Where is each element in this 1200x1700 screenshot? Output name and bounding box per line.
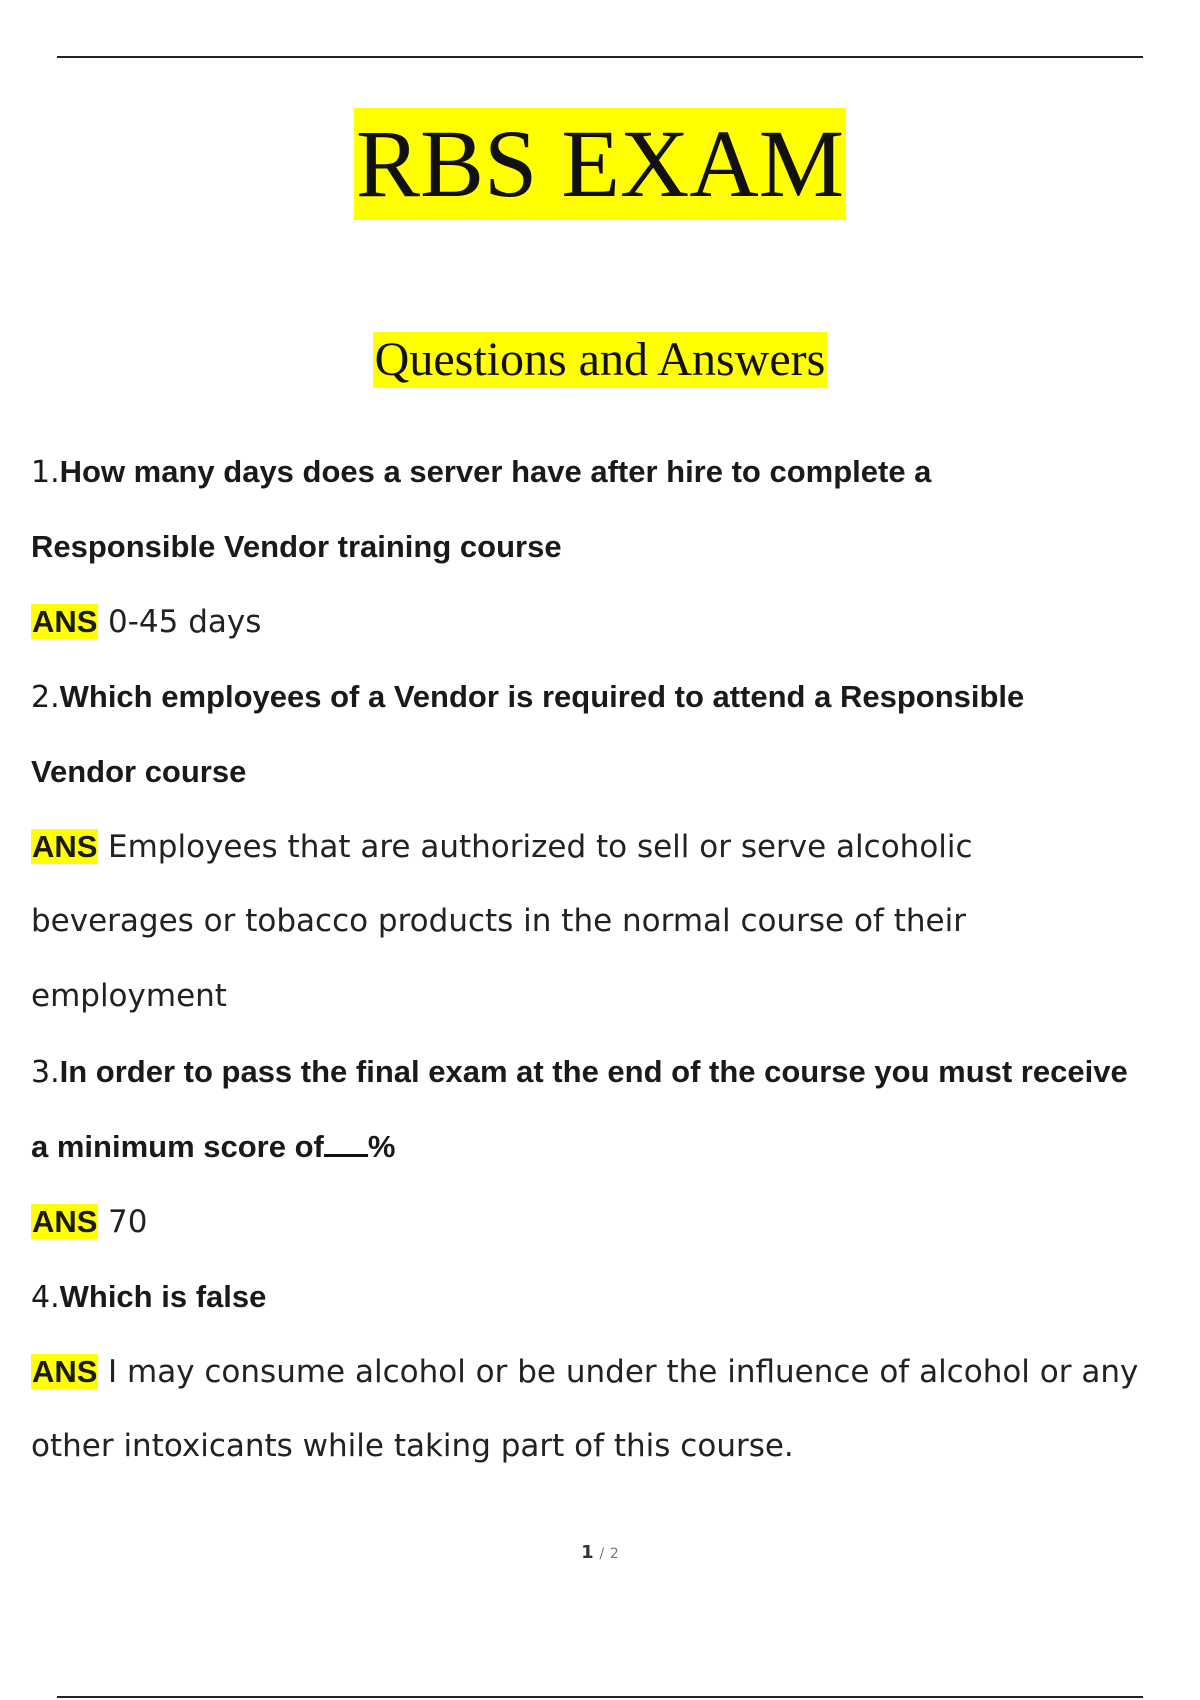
- answer-line: [31, 884, 1181, 959]
- answer-label: ANS: [32, 1204, 98, 1239]
- answer-label: ANS: [32, 1354, 98, 1389]
- answer-text: 0-45 days: [108, 604, 262, 640]
- answer-line: [31, 959, 1181, 1034]
- question-text: How many days does a server have after hire to complete a: [59, 454, 932, 489]
- answer-text: 70: [108, 1204, 148, 1240]
- question-number: 3.: [31, 1055, 60, 1090]
- question-line: [31, 434, 1181, 509]
- question-text: In order to pass the final exam at the end of the course you must receive: [59, 1054, 1128, 1089]
- top-rule: [57, 56, 1143, 58]
- question-text: Responsible Vendor training course: [31, 529, 562, 564]
- page-current: 1: [581, 1542, 594, 1563]
- document-subtitle: Questions and Answers: [374, 333, 826, 386]
- qa-list: [31, 434, 1181, 1484]
- answer-text: employment: [31, 978, 227, 1014]
- answer-line: [31, 584, 1181, 659]
- question-text: Which employees of a Vendor is required to attend a Responsible: [59, 679, 1025, 714]
- answer-line: [31, 1184, 1181, 1259]
- answer-text: I may consume alcohol or be under the influence of alcohol or any: [108, 1354, 1139, 1390]
- page-total: 2: [609, 1546, 619, 1562]
- question-line: [31, 659, 1181, 734]
- bottom-rule: [57, 1696, 1143, 1698]
- question-number: 2.: [31, 680, 60, 715]
- question-line: [31, 1109, 1181, 1184]
- document-title: RBS EXAM: [354, 108, 846, 220]
- question-text: Vendor course: [31, 754, 247, 789]
- answer-line: [31, 1409, 1181, 1484]
- answer-text: Employees that are authorized to sell or serve alcoholic: [108, 829, 973, 865]
- question-suffix: %: [367, 1129, 396, 1164]
- answer-text: beverages or tobacco products in the normal course of their: [31, 903, 966, 939]
- answer-label: ANS: [32, 604, 98, 639]
- question-line: [31, 734, 1181, 809]
- fill-in-blank: [324, 1132, 368, 1157]
- question-text: a minimum score of: [31, 1129, 324, 1164]
- page-indicator: [0, 1542, 1200, 1563]
- question-number: 4.: [31, 1280, 60, 1315]
- answer-line: [31, 809, 1181, 884]
- question-line: [31, 1034, 1181, 1109]
- question-line: [31, 509, 1181, 584]
- answer-line: [31, 1334, 1181, 1409]
- page-separator: /: [599, 1546, 605, 1562]
- question-text: Which is false: [59, 1279, 267, 1314]
- question-number: 1.: [31, 455, 60, 490]
- answer-label: ANS: [32, 829, 98, 864]
- answer-text: other intoxicants while taking part of this course.: [31, 1428, 794, 1464]
- title-container: [0, 108, 1200, 220]
- subtitle-container: [0, 332, 1200, 388]
- question-line: [31, 1259, 1181, 1334]
